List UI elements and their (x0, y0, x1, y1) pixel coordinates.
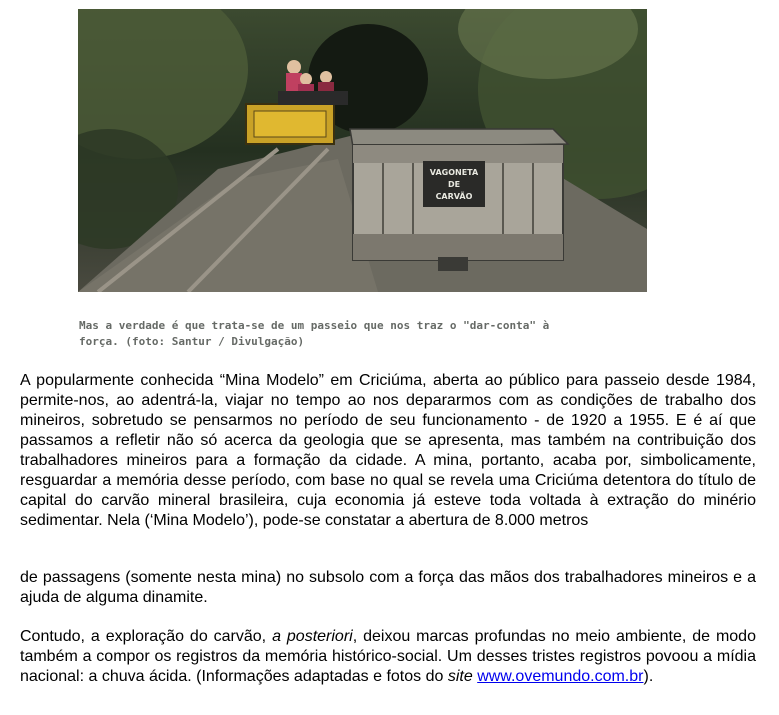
paragraph3-text-4: ). (643, 668, 654, 685)
caption-line2: força. (foto: Santur / Divulgação) (79, 335, 305, 348)
wagon-sign-line1: VAGONETA (429, 168, 479, 177)
paragraph-passagens: de passagens (somente nesta mina) no subsolo com a força das mãos dos trabalhadores mineiros e a ajuda de alguma dinamite. (20, 569, 756, 606)
wagon-sign-line2: DE (447, 180, 461, 189)
source-site-link[interactable]: www.ovemundo.com.br (477, 668, 644, 685)
paragraph-exploracao (20, 627, 756, 687)
mine-photo-illustration (78, 9, 647, 292)
paragraph3-italic-posteriori: a posteriori (272, 628, 353, 645)
paragraph3-text-2: , deixou marcas profundas no meio ambiente, de modo também a compor os registros da memória histórico-social. Um desses tristes registros povoou a mídia nacional: a chuva ácida. (Informações adaptadas e fotos do (20, 628, 756, 685)
caption-line1: Mas a verdade é que trata-se de um passeio que nos traz o "dar-conta" à (79, 319, 550, 332)
paragraph3-text-1: Contudo, a exploração do carvão, (20, 628, 273, 645)
mine-photo (78, 9, 647, 292)
paragraph3-italic-site: site (447, 668, 473, 685)
photo-caption (79, 318, 659, 350)
paragraph-mina-modelo: A popularmente conhecida “Mina Modelo” em Criciúma, aberta ao público para passeio desde 1984, permite-nos, ao adentrá-la, viajar no tempo ao nos depararmos com as condições de trabalho dos mineiros, sobretudo se pensarmos no período de seu funcionamento - de 1920 a 1955. E é aí que passamos a refletir não só acerca da geologia que se apresenta, mas também na contribuição dos trabalhadores mineiros para a formação da cidade. A mina, portanto, acaba por, simbolicamente, resguardar a memória desse período, com base no qual se revela uma Criciúma detentora do título de capital do carvão mineral brasileira, cuja economia já esteve toda voltada à extração do minério sedimentar. Nela (‘Mina Modelo’), pode-se constatar a abertura de 8.000 metros (20, 372, 756, 529)
wagon-sign-line3: CARVÃO (435, 192, 473, 201)
